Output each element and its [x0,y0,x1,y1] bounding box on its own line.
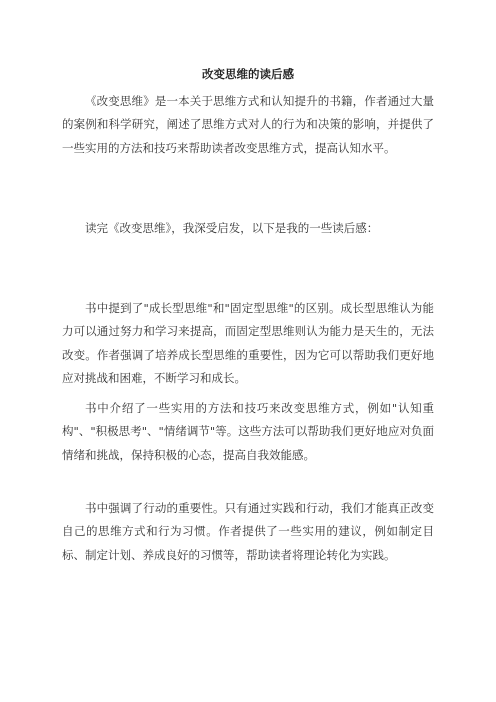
paragraph-growth-mindset: 书中提到了"成长型思维"和"固定型思维"的区别。成长型思维认为能力可以通过努力和学习来提高，而固定型思维则认为能力是天生的，无法改变。作者强调了培养成长型思维的重要性，因为它可以帮助我们更好地应对挑战和困难，不断学习和成长。 [62,301,434,385]
paragraph-intro: 《改变思维》是一本关于思维方式和认知提升的书籍，作者通过大量的案例和科学研究，阐述了思维方式对人的行为和决策的影响，并提供了一些实用的方法和技巧来帮助读者改变思维方式，提高认知水平。 [62,94,434,155]
paragraph-lead-in: 读完《改变思维》，我深受启发，以下是我的一些读后感： [85,221,379,235]
paragraph-methods: 书中介绍了一些实用的方法和技巧来改变思维方式，例如"认知重构"、"积极思考"、"情绪调节"等。这些方法可以帮助我们更好地应对负面情绪和挑战，保持积极的心态，提高自我效能感。 [62,401,434,462]
document-title: 改变思维的读后感 [202,67,294,81]
paragraph-action: 书中强调了行动的重要性。只有通过实践和行动，我们才能真正改变自己的思维方式和行为习惯。作者提供了一些实用的建议，例如制定目标、制定计划、养成良好的习惯等，帮助读者将理论转化为实践。 [62,501,434,562]
